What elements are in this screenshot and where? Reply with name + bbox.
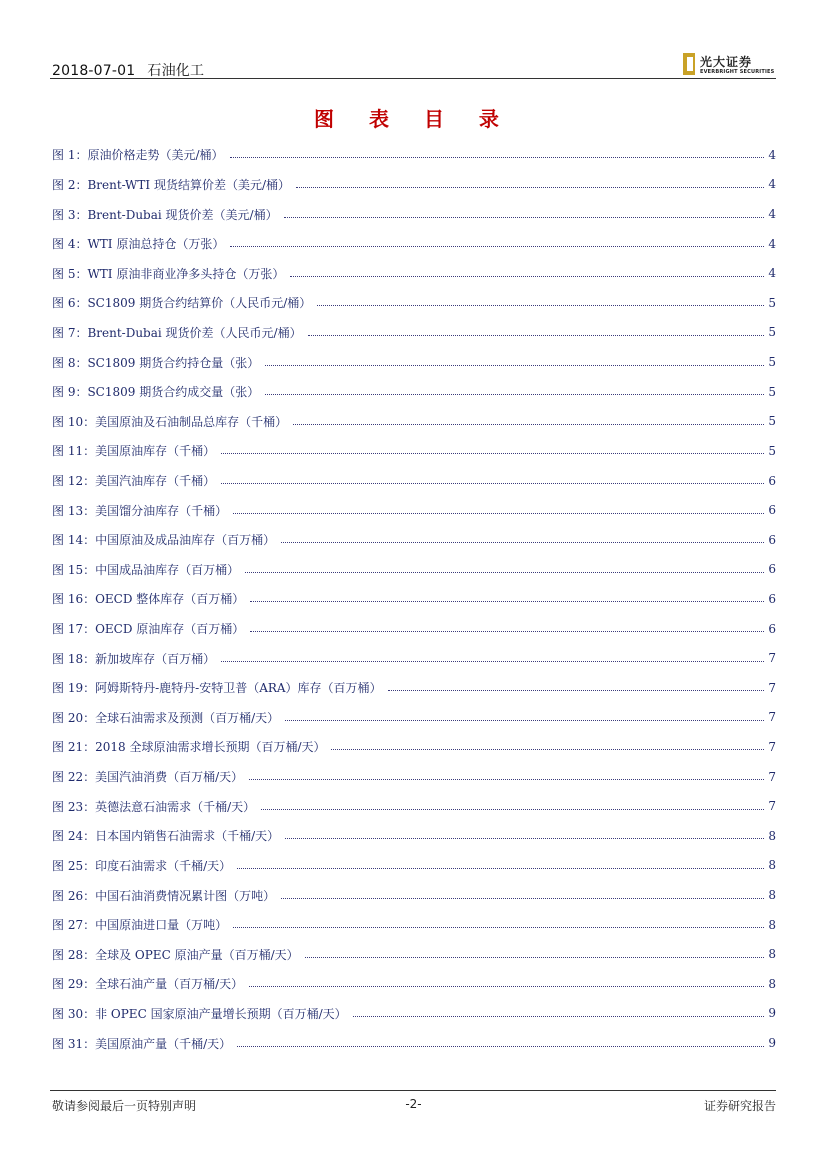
toc-entry-label[interactable]: 图 4：WTI 原油总持仓（万张） (52, 237, 225, 252)
toc-entry[interactable] (52, 466, 776, 496)
toc-dot-leader (331, 749, 764, 750)
toc-dot-leader (221, 661, 764, 662)
toc-entry[interactable] (52, 170, 776, 200)
toc-entry[interactable] (52, 258, 776, 288)
toc-entry[interactable] (52, 821, 776, 851)
toc-entry[interactable] (52, 762, 776, 792)
toc-dot-leader (250, 631, 764, 632)
toc-entry[interactable] (52, 406, 776, 436)
toc-dot-leader (285, 838, 764, 839)
toc-dot-leader (290, 276, 764, 277)
footer-disclaimer: 敬请参阅最后一页特别声明 (52, 1099, 197, 1113)
toc-entry[interactable] (52, 732, 776, 762)
toc-entry[interactable] (52, 140, 776, 170)
toc-dot-leader (265, 394, 764, 395)
toc-entry-label[interactable]: 图 30：非 OPEC 国家原油产量增长预期（百万桶/天） (52, 1006, 347, 1021)
toc-entry-label[interactable]: 图 6：SC1809 期货合约结算价（人民币元/桶） (52, 296, 312, 311)
toc-dot-leader (249, 986, 764, 987)
toc-entry[interactable] (52, 1028, 776, 1058)
toc-entry-page[interactable]: 4 (768, 266, 776, 281)
toc-entry-label[interactable]: 图 10：美国原油及石油制品总库存（千桶） (52, 414, 288, 429)
toc-entry-label[interactable]: 图 28：全球及 OPEC 原油产量（百万桶/天） (52, 947, 299, 962)
toc-dot-leader (281, 542, 764, 543)
toc-entry[interactable] (52, 703, 776, 733)
toc-entry-page[interactable]: 5 (768, 355, 776, 370)
toc-dot-leader (245, 572, 764, 573)
toc-entry-label[interactable]: 图 13：美国馏分油库存（千桶） (52, 503, 228, 518)
toc-dot-leader (221, 483, 764, 484)
toc-entry[interactable] (52, 555, 776, 585)
toc-dot-leader (305, 957, 765, 958)
toc-dot-leader (237, 868, 764, 869)
toc-entry[interactable] (52, 614, 776, 644)
company-logo (683, 53, 779, 79)
toc-entry-page[interactable]: 5 (768, 325, 776, 340)
toc-entry[interactable] (52, 318, 776, 348)
toc-entry-page[interactable]: 6 (768, 473, 776, 488)
toc-entry-label[interactable]: 图 12：美国汽油库存（千桶） (52, 474, 216, 488)
toc-dot-leader (388, 690, 765, 691)
toc-entry[interactable] (52, 288, 776, 318)
toc-dot-leader (296, 187, 764, 188)
toc-entry-page[interactable]: 7 (768, 651, 776, 666)
toc-dot-leader (308, 335, 765, 336)
toc-entry-page[interactable]: 8 (768, 917, 776, 932)
toc-entry[interactable] (52, 229, 776, 259)
toc-dot-leader (249, 779, 764, 780)
toc-entry-label[interactable]: 图 29：全球石油产量（百万桶/天） (52, 977, 244, 992)
toc-dot-leader (284, 217, 765, 218)
toc-entry-page[interactable]: 8 (768, 976, 776, 991)
toc-dot-leader (281, 898, 764, 899)
toc-entry-page[interactable]: 8 (768, 888, 776, 903)
toc-entry-page[interactable]: 7 (768, 799, 776, 814)
header-divider (50, 78, 776, 79)
toc-entry[interactable] (52, 791, 776, 821)
toc-title: 图 表 目 录 (314, 107, 513, 131)
logo-mark-icon (683, 53, 695, 75)
logo-english-name: EVERBRIGHT SECURITIES (700, 69, 775, 75)
toc-entry-page[interactable]: 9 (768, 1036, 776, 1051)
toc-entry-label[interactable]: 图 18：新加坡库存（百万桶） (52, 651, 216, 666)
toc-entry-label[interactable]: 图 21：2018 全球原油需求增长预期（百万桶/天） (52, 740, 326, 755)
toc-entry[interactable] (52, 851, 776, 881)
toc-entry[interactable] (52, 910, 776, 940)
toc-dot-leader (230, 157, 765, 158)
toc-entry-label[interactable]: 图 5：WTI 原油非商业净多头持仓（万张） (52, 266, 285, 281)
footer-doc-type: 证券研究报告 (703, 1099, 776, 1113)
footer-divider (50, 1090, 776, 1091)
header-date: 2018-07-01 (52, 63, 136, 79)
toc-entry-page[interactable]: 6 (768, 503, 776, 518)
toc-dot-leader (265, 365, 764, 366)
toc-dot-leader (293, 424, 764, 425)
header-date-sector (52, 60, 204, 80)
toc-entry-page[interactable]: 8 (768, 947, 776, 962)
toc-entry[interactable] (52, 969, 776, 999)
toc-entry-page[interactable]: 7 (768, 680, 776, 695)
toc-entry-page[interactable]: 6 (768, 562, 776, 577)
toc-entry-label[interactable]: 图 20：全球石油需求及预测（百万桶/天） (52, 710, 280, 725)
toc-entry-page[interactable]: 8 (768, 858, 776, 873)
toc-entry-page[interactable]: 4 (768, 236, 776, 251)
toc-entry-page[interactable]: 5 (768, 384, 776, 399)
toc-entry-label[interactable]: 图 9：SC1809 期货合约成交量（张） (52, 385, 260, 400)
toc-dot-leader (237, 1046, 764, 1047)
toc-entry-page[interactable]: 8 (768, 828, 776, 843)
toc-entry-page[interactable]: 7 (768, 739, 776, 754)
toc-entry[interactable] (52, 584, 776, 614)
toc-entry[interactable] (52, 199, 776, 229)
toc-entry-label[interactable]: 图 11：美国原油库存（千桶） (52, 444, 216, 459)
toc-entry-label[interactable]: 图 25：印度石油需求（千桶/天） (52, 858, 232, 873)
toc-entry-page[interactable]: 4 (768, 177, 776, 192)
toc-entry[interactable] (52, 347, 776, 377)
toc-entry[interactable] (52, 673, 776, 703)
toc-entry-page[interactable]: 5 (768, 295, 776, 310)
toc-dot-leader (233, 927, 764, 928)
toc-entry[interactable] (52, 643, 776, 673)
toc-entry[interactable] (52, 999, 776, 1029)
toc-dot-leader (285, 720, 764, 721)
toc-entry-label[interactable]: 图 17：OECD 原油库存（百万桶） (52, 622, 245, 637)
toc-entry-label[interactable]: 图 1：原油价格走势（美元/桶） (52, 148, 224, 163)
toc-entry-label[interactable]: 图 15：中国成品油库存（百万桶） (52, 562, 240, 577)
footer-page-number: -2- (405, 1097, 422, 1111)
toc-entry-label[interactable]: 图 24：日本国内销售石油需求（千桶/天） (52, 829, 280, 844)
toc-entry-page[interactable]: 9 (768, 1006, 776, 1021)
toc-entry-label[interactable]: 图 19：阿姆斯特丹-鹿特丹-安特卫普（ARA）库存（百万桶） (52, 681, 382, 696)
toc-entry-page[interactable]: 7 (768, 710, 776, 725)
toc-entry[interactable] (52, 525, 776, 555)
toc-dot-leader (250, 601, 764, 602)
toc-entry[interactable] (52, 495, 776, 525)
toc-entry-label[interactable]: 图 22：美国汽油消费（百万桶/天） (52, 770, 244, 785)
toc-entry-label[interactable]: 图 16：OECD 整体库存（百万桶） (52, 592, 245, 607)
toc-dot-leader (353, 1016, 765, 1017)
toc-entry-label[interactable]: 图 27：中国原油进口量（万吨） (52, 918, 228, 933)
toc-dot-leader (230, 246, 764, 247)
toc-list (52, 140, 776, 1058)
toc-entry-label[interactable]: 图 8：SC1809 期货合约持仓量（张） (52, 355, 260, 370)
toc-entry-label[interactable]: 图 2：Brent-WTI 现货结算价差（美元/桶） (52, 177, 290, 192)
toc-entry-page[interactable]: 4 (768, 147, 776, 162)
toc-dot-leader (221, 453, 764, 454)
toc-entry-page[interactable]: 5 (768, 443, 776, 458)
toc-entry-page[interactable]: 4 (768, 207, 776, 222)
toc-dot-leader (317, 305, 764, 306)
toc-entry-page[interactable]: 6 (768, 621, 776, 636)
toc-entry-page[interactable]: 7 (768, 769, 776, 784)
toc-entry-page[interactable]: 6 (768, 532, 776, 547)
header-sector: 石油化工 (147, 63, 205, 79)
toc-entry[interactable] (52, 939, 776, 969)
toc-entry-label[interactable]: 图 26：中国石油消费情况累计图（万吨） (52, 888, 276, 903)
logo-chinese-name: 光大证券 (700, 55, 753, 69)
toc-entry-label[interactable]: 图 14：中国原油及成品油库存（百万桶） (52, 533, 276, 548)
toc-entry-label[interactable]: 图 3：Brent-Dubai 现货价差（美元/桶） (52, 207, 278, 222)
toc-entry[interactable] (52, 436, 776, 466)
toc-dot-leader (233, 513, 764, 514)
toc-entry[interactable] (52, 880, 776, 910)
toc-entry-label[interactable]: 图 23：英德法意石油需求（千桶/天） (52, 799, 256, 814)
toc-entry-page[interactable]: 6 (768, 591, 776, 606)
toc-entry-label[interactable]: 图 7：Brent-Dubai 现货价差（人民币元/桶） (52, 325, 302, 340)
toc-entry-page[interactable]: 5 (768, 414, 776, 429)
toc-entry[interactable] (52, 377, 776, 407)
toc-entry-label[interactable]: 图 31：美国原油产量（千桶/天） (52, 1036, 232, 1051)
toc-dot-leader (261, 809, 764, 810)
